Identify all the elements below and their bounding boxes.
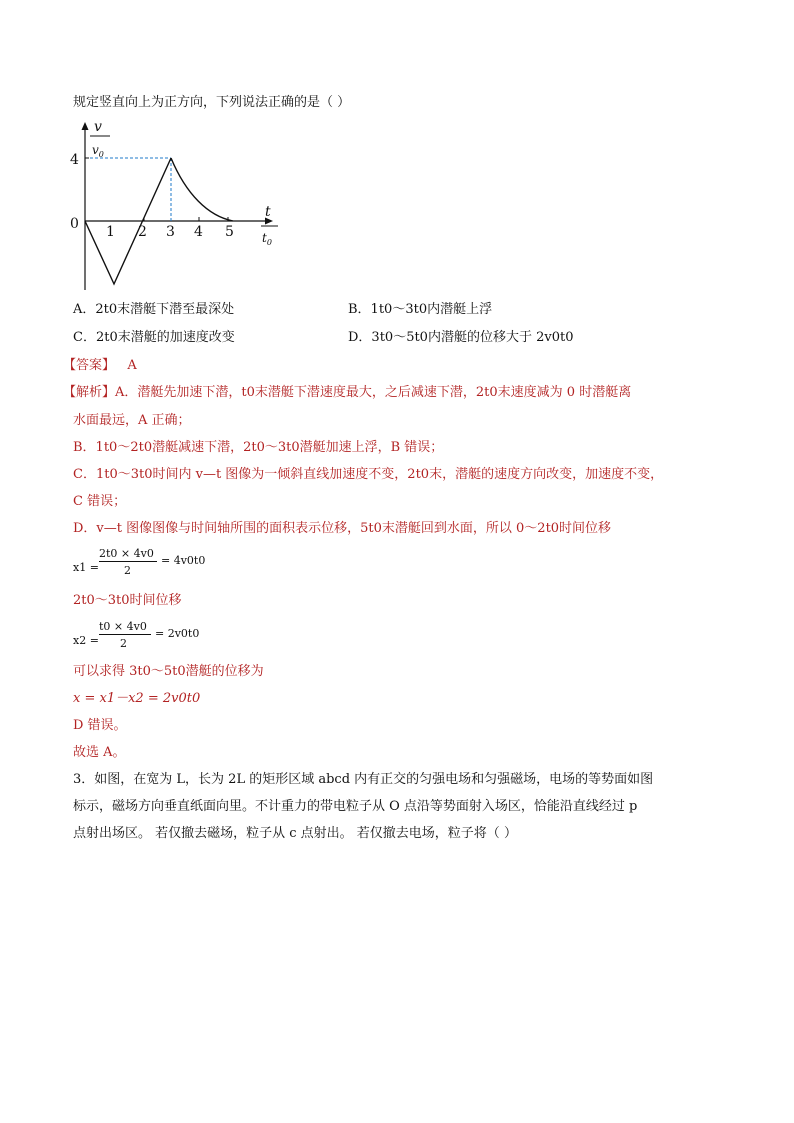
option-a: A．2t0末潜艇下潜至最深处 bbox=[73, 302, 235, 317]
answer-label: 【答案】 bbox=[63, 358, 116, 373]
eq1-lhs: x1 = bbox=[73, 561, 99, 574]
x-tick-3: 3 bbox=[166, 224, 175, 240]
analysis-line-1 bbox=[63, 384, 631, 402]
analysis-line-6: D．v—t 图像图像与时间轴所围的面积表示位移，5t0末潜艇回到水面，所以 0～2t0时间位移 bbox=[73, 521, 612, 536]
x-label-top: t bbox=[265, 204, 271, 220]
x-tick-1: 1 bbox=[106, 224, 115, 240]
question3-line-2: 标示，磁场方向垂直纸面向里。不计重力的带电粒子从 O 点沿等势面射入场区，恰能沿直线经过 p bbox=[73, 799, 638, 814]
x-tick-4: 4 bbox=[194, 224, 203, 240]
analysis-line-3: B．1t0～2t0潜艇减速下潜，2t0～3t0潜艇加速上浮，B 错误； bbox=[73, 440, 444, 455]
eq1-num: 2t0 × 4v0 bbox=[99, 547, 154, 560]
y-arrow bbox=[82, 122, 89, 130]
y-label-bottom: $v_0$ bbox=[92, 143, 104, 159]
analysis-label: 【解析】 bbox=[63, 385, 116, 400]
analysis-line-7: 2t0～3t0时间位移 bbox=[73, 593, 182, 608]
eq1-den: 2 bbox=[124, 564, 131, 577]
eq2-rhs: = 2v0t0 bbox=[155, 627, 200, 640]
eq1-rhs: = 4v0t0 bbox=[161, 554, 206, 567]
analysis-line-2: 水面最远，A 正确； bbox=[73, 413, 191, 428]
option-b: B．1t0～3t0内潜艇上浮 bbox=[348, 302, 493, 317]
analysis-line-4: C．1t0～3t0时间内 v—t 图像为一倾斜直线加速度不变，2t0末，潜艇的速度方向改变，加速度不变， bbox=[73, 467, 664, 482]
analysis-text-1: A．潜艇先加速下潜，t0末潜艇下潜速度最大，之后减速下潜，2t0末速度减为 0 时潜艇离 bbox=[115, 385, 632, 400]
y-tick-0: 0 bbox=[70, 216, 79, 232]
eq2-num: t0 × 4v0 bbox=[99, 620, 147, 633]
y-label-top: v bbox=[94, 119, 102, 135]
question-intro: 规定竖直向上为正方向，下列说法正确的是（ ） bbox=[73, 95, 351, 110]
option-c: C．2t0末潜艇的加速度改变 bbox=[73, 330, 235, 345]
vt-graph bbox=[68, 116, 288, 296]
x-label-bottom: $t_0$ bbox=[262, 231, 272, 247]
question3-line-3: 点射出场区。 若仅撤去磁场，粒子从 c 点射出。 若仅撤去电场，粒子将（ ） bbox=[73, 826, 517, 841]
analysis-line-10: D 错误。 bbox=[73, 718, 127, 733]
analysis-line-5: C 错误； bbox=[73, 494, 127, 509]
x-tick-2: 2 bbox=[138, 224, 147, 240]
x-tick-5: 5 bbox=[225, 224, 234, 240]
eq2-den: 2 bbox=[120, 637, 127, 650]
analysis-line-8: 可以求得 3t0～5t0潜艇的位移为 bbox=[73, 664, 264, 679]
question3-line-1: 3．如图，在宽为 L，长为 2L 的矩形区域 abcd 内有正交的匀强电场和匀强磁场，电场的等势面如图 bbox=[73, 772, 654, 787]
vt-curve bbox=[171, 158, 233, 221]
eq2-lhs: x2 = bbox=[73, 634, 99, 647]
y-tick-4: 4 bbox=[70, 152, 79, 168]
analysis-line-11: 故选 A。 bbox=[73, 745, 126, 760]
answer-value: A bbox=[127, 358, 137, 373]
answer-line bbox=[63, 357, 137, 375]
option-d: D．3t0～5t0内潜艇的位移大于 2v0t0 bbox=[348, 330, 574, 345]
analysis-line-9: x = x1－x2 = 2v0t0 bbox=[73, 691, 201, 706]
